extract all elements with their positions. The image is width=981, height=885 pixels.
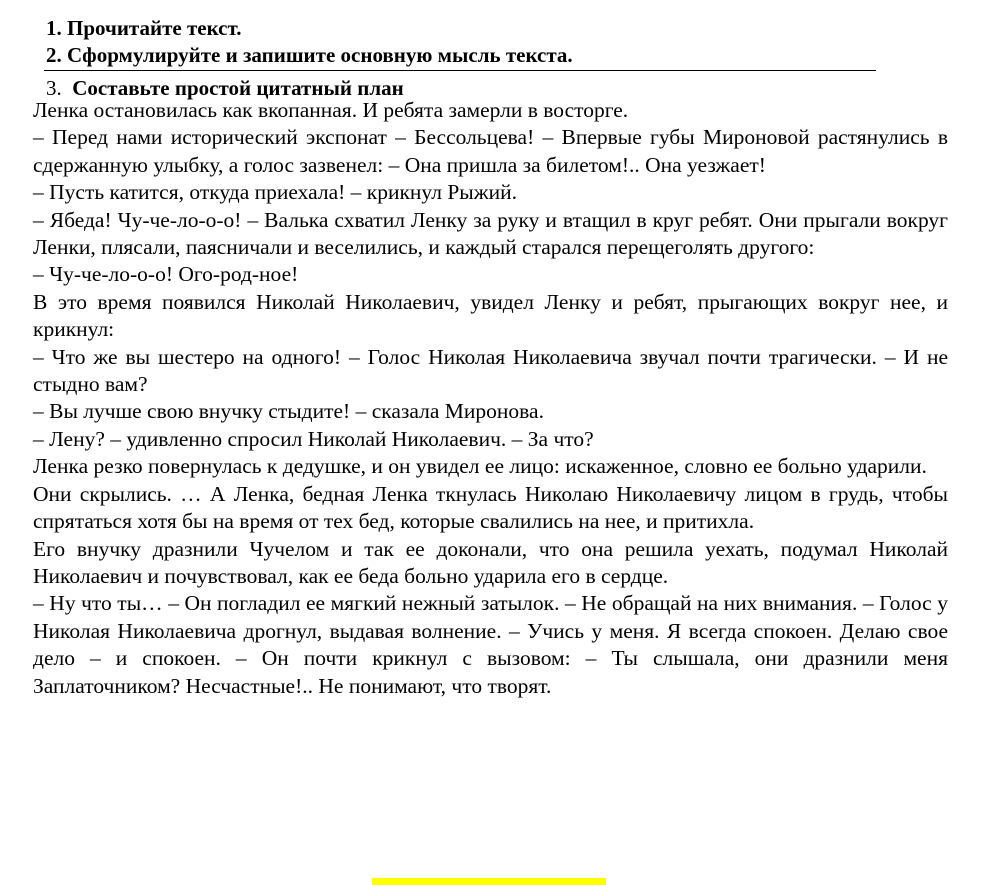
task-1-number: 1. (46, 16, 62, 40)
paragraph: Ленка резко повернулась к дедушке, и он увидел ее лицо: искаженное, словно ее больно ударили. (33, 454, 927, 479)
paragraph: – Ябеда! Чу-че-ло-о-о! – Валька схватил Ленку за руку и втащил в круг ребят. Они прыгали вокруг Ленки, плясали, паясничали и веселились, и каждый старался перещеголять другого: (33, 207, 948, 260)
story-text (33, 97, 948, 700)
paragraph: – Лену? – удивленно спросил Николай Николаевич. – За что? (33, 426, 594, 451)
paragraph: – Перед нами исторический экспонат – Бессольцева! – Впервые губы Мироновой растянулись в сдержанную улыбку, а голос зазвенел: – Она пришла за билетом!.. Она уезжает! (33, 125, 948, 177)
task-1 (46, 15, 242, 42)
paragraph: Ленка остановилась как вкопанная. И ребята замерли в восторге. (33, 98, 629, 122)
highlight-mark (372, 878, 606, 885)
task-2-number: 2. (46, 43, 62, 67)
paragraph: – Что же вы шестеро на одного! – Голос Николая Николаевича звучал почти трагически. – И не стыдно вам? (33, 344, 948, 397)
paragraph: – Пусть катится, откуда приехала! – крикнул Рыжий. (33, 180, 517, 205)
task-2-text: Сформулируйте и запишите основную мысль текста. (67, 43, 573, 67)
task-3-text: Составьте простой цитатный план (72, 76, 404, 100)
task-2 (46, 42, 573, 69)
paragraph: Они скрылись. … А Ленка, бедная Ленка ткнулась Николаю Николаевичу лицом в грудь, чтобы спрятаться хотя бы на время от тех бед, которые свалились на нее, и притихла. (33, 481, 948, 534)
task-1-text: Прочитайте текст. (67, 16, 242, 40)
paragraph: – Чу-че-ло-о-о! Ого-род-ное! (33, 262, 299, 287)
paragraph: – Ну что ты… – Он погладил ее мягкий нежный затылок. – Не обращай на них внимания. – Голос у Николая Николаевича дрогнул, выдавая волнение. – Учись у меня. Я всегда спокоен. Делаю свое дело – и спокоен. – Он почти крикнул с вызовом: – Ты слышала, они дразнили меня Заплаточником? Несчастные!.. Не понимают, что творят. (33, 591, 948, 698)
paragraph: Его внучку дразнили Чучелом и так ее доконали, что она решила уехать, подумал Николай Николаевич и почувствовал, как ее беда больно ударила его в сердце. (33, 536, 948, 588)
answer-line (44, 70, 876, 71)
task-3-number: 3. (46, 76, 62, 100)
paragraph: В это время появился Николай Николаевич, увидел Ленку и ребят, прыгающих вокруг нее, и крикнул: (33, 289, 948, 342)
paragraph: – Вы лучше свою внучку стыдите! – сказала Миронова. (33, 399, 544, 424)
